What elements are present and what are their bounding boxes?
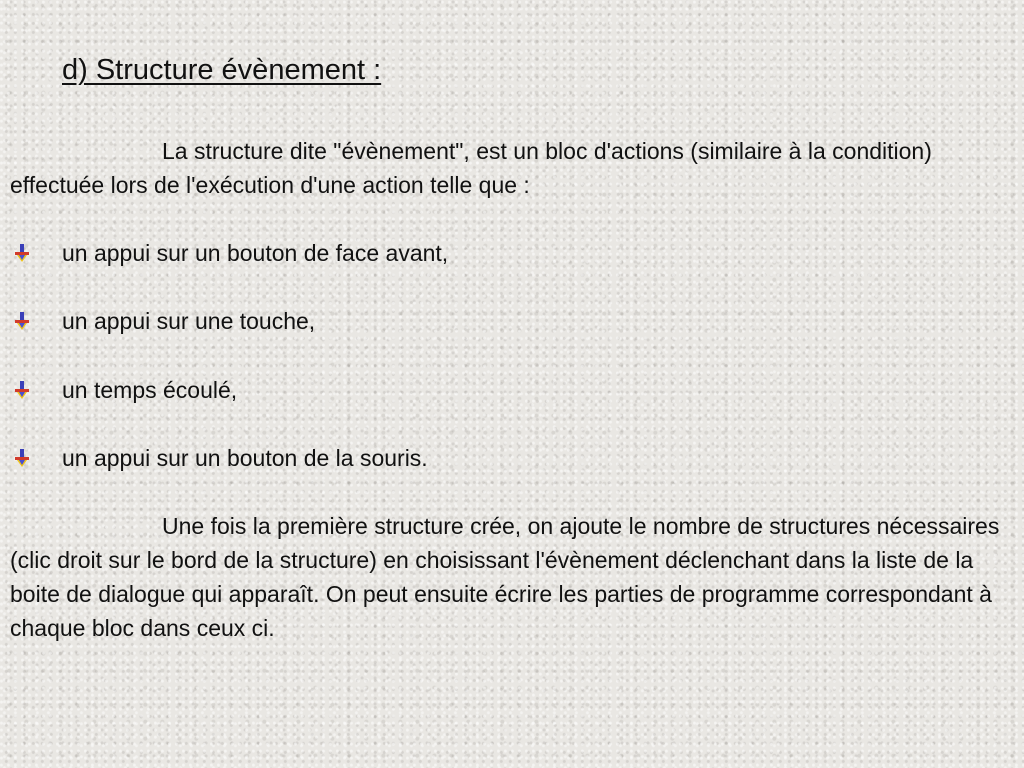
outro-text: Une fois la première structure crée, on ajoute le nombre de structures nécessaires (clic droit sur le bord de la structure) en choisissant l'évènement déclenchant dans la liste de la boite de dialogue qui apparaît. On peut ensuite écrire les parties de programme correspondant à chaque bloc dans ceux ci. [10, 513, 1000, 641]
list-item [12, 374, 237, 406]
list-item-text: un appui sur un bouton de la souris. [62, 444, 428, 471]
down-arrow-bullet-icon [12, 380, 32, 400]
list-item-text: un appui sur une touche, [62, 307, 316, 334]
down-arrow-bullet-icon [12, 448, 32, 468]
list-item-text: un temps écoulé, [62, 376, 238, 403]
down-arrow-bullet-icon [12, 243, 32, 263]
intro-text: La structure dite "évènement", est un bloc d'actions (similaire à la condition) effectuée lors de l'exécution d'une action telle que : [10, 138, 932, 198]
intro-paragraph [10, 134, 1010, 202]
down-arrow-bullet-icon [12, 311, 32, 331]
list-item [12, 305, 315, 337]
list-item [12, 442, 428, 474]
list-item-text: un appui sur un bouton de face avant, [62, 239, 449, 266]
outro-paragraph [10, 509, 1010, 645]
slide-title: d) Structure évènement : [62, 54, 382, 86]
list-item [12, 237, 448, 269]
